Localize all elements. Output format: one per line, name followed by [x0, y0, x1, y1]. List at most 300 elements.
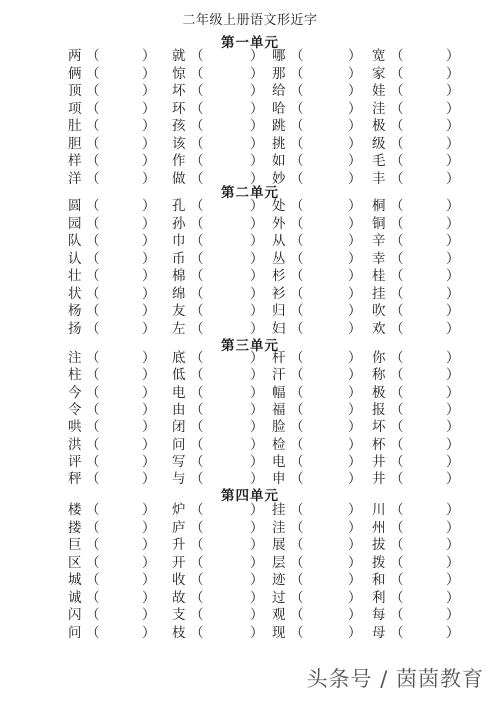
answer-blank-open: （ — [190, 607, 204, 623]
character: 枝 — [172, 624, 186, 641]
character-entry — [68, 366, 188, 384]
answer-blank-open: （ — [390, 100, 404, 117]
character: 衫 — [272, 285, 286, 302]
character-entry — [68, 117, 188, 135]
answer-blank-close: ） — [348, 215, 362, 232]
answer-blank-open: （ — [190, 401, 204, 418]
answer-blank-close: ） — [142, 83, 156, 99]
answer-blank-open: （ — [190, 170, 204, 187]
character: 辛 — [372, 233, 386, 249]
answer-blank-open: （ — [390, 170, 404, 187]
character-entry — [68, 589, 188, 607]
answer-blank-close: ） — [142, 118, 156, 134]
answer-blank-open: （ — [290, 554, 304, 571]
answer-blank-close: ） — [348, 303, 362, 319]
page-title: 二年级上册语文形近字 — [182, 13, 318, 28]
character: 跳 — [272, 118, 286, 134]
character: 那 — [272, 65, 286, 82]
answer-blank-close: ） — [142, 607, 156, 623]
answer-blank-close: ） — [142, 384, 156, 401]
answer-blank-close: ） — [250, 624, 264, 641]
character: 宽 — [372, 48, 386, 64]
answer-blank-close: ） — [142, 624, 156, 641]
character-entry — [68, 554, 188, 572]
answer-blank-close: ） — [142, 198, 156, 214]
answer-blank-open: （ — [290, 502, 304, 518]
character: 福 — [272, 401, 286, 418]
answer-blank-close: ） — [348, 285, 362, 302]
answer-blank-open: （ — [190, 436, 204, 453]
character: 评 — [68, 453, 82, 470]
character: 低 — [172, 367, 186, 384]
character-entry — [372, 436, 492, 454]
character: 由 — [172, 401, 186, 418]
character: 哈 — [272, 100, 286, 117]
answer-blank-open: （ — [290, 118, 304, 134]
answer-blank-open: （ — [190, 350, 204, 366]
answer-blank-open: （ — [190, 285, 204, 302]
answer-blank-close: ） — [142, 170, 156, 187]
answer-blank-open: （ — [290, 100, 304, 117]
character: 巾 — [172, 233, 186, 249]
character: 观 — [272, 607, 286, 623]
character: 城 — [68, 572, 82, 588]
answer-blank-close: ） — [446, 233, 460, 249]
character: 桂 — [372, 268, 386, 284]
answer-blank-open: （ — [86, 135, 100, 152]
answer-blank-open: （ — [390, 83, 404, 99]
character: 搂 — [68, 519, 82, 536]
character-entry — [68, 65, 188, 83]
character: 哄 — [68, 419, 82, 436]
answer-blank-close: ） — [348, 537, 362, 553]
answer-blank-close: ） — [348, 436, 362, 453]
character-entry — [68, 624, 188, 642]
answer-blank-close: ） — [250, 519, 264, 536]
character: 拨 — [372, 554, 386, 571]
answer-blank-open: （ — [190, 624, 204, 641]
character: 洼 — [272, 519, 286, 536]
character-entry — [68, 349, 188, 367]
answer-blank-close: ） — [446, 170, 460, 187]
answer-blank-open: （ — [390, 572, 404, 588]
answer-blank-close: ） — [446, 48, 460, 64]
character: 欢 — [372, 320, 386, 337]
answer-blank-open: （ — [390, 502, 404, 518]
answer-blank-open: （ — [190, 320, 204, 337]
answer-blank-close: ） — [446, 384, 460, 401]
answer-blank-open: （ — [86, 419, 100, 436]
character: 电 — [272, 453, 286, 470]
character-entry — [372, 606, 492, 624]
character-entry — [68, 302, 188, 320]
answer-blank-open: （ — [390, 250, 404, 267]
answer-blank-open: （ — [86, 519, 100, 536]
answer-blank-close: ） — [348, 83, 362, 99]
answer-blank-close: ） — [446, 607, 460, 623]
answer-blank-close: ） — [446, 285, 460, 302]
character-entry — [372, 349, 492, 367]
answer-blank-open: （ — [290, 367, 304, 384]
answer-blank-open: （ — [190, 303, 204, 319]
character: 娃 — [372, 83, 386, 99]
answer-blank-open: （ — [190, 65, 204, 82]
character: 妇 — [272, 320, 286, 337]
answer-blank-open: （ — [390, 607, 404, 623]
character: 棉 — [172, 268, 186, 284]
answer-blank-close: ） — [446, 198, 460, 214]
answer-blank-close: ） — [348, 170, 362, 187]
answer-blank-open: （ — [86, 471, 100, 488]
character: 层 — [272, 554, 286, 571]
answer-blank-open: （ — [390, 153, 404, 169]
answer-blank-close: ） — [250, 285, 264, 302]
character: 惊 — [172, 65, 186, 82]
character: 挂 — [272, 502, 286, 518]
answer-blank-open: （ — [290, 537, 304, 553]
character: 开 — [172, 554, 186, 571]
character-entry — [372, 250, 492, 268]
answer-blank-open: （ — [390, 537, 404, 553]
unit-title: 第三单元 — [221, 338, 279, 354]
character: 做 — [172, 170, 186, 187]
answer-blank-open: （ — [290, 285, 304, 302]
character: 诚 — [68, 589, 82, 606]
character: 挑 — [272, 135, 286, 152]
character: 给 — [272, 83, 286, 99]
answer-blank-close: ） — [142, 215, 156, 232]
answer-blank-open: （ — [290, 572, 304, 588]
character: 环 — [172, 100, 186, 117]
answer-blank-open: （ — [86, 118, 100, 134]
character: 作 — [172, 153, 186, 169]
character: 和 — [372, 572, 386, 588]
answer-blank-open: （ — [390, 367, 404, 384]
character-entry — [68, 606, 188, 624]
character-entry — [68, 267, 188, 285]
answer-blank-open: （ — [290, 453, 304, 470]
answer-blank-open: （ — [290, 65, 304, 82]
character: 杯 — [372, 436, 386, 453]
character: 柱 — [68, 367, 82, 384]
answer-blank-close: ） — [142, 401, 156, 418]
character-entry — [372, 401, 492, 419]
answer-blank-close: ） — [348, 589, 362, 606]
answer-blank-close: ） — [446, 320, 460, 337]
character: 脸 — [272, 419, 286, 436]
character: 你 — [372, 350, 386, 366]
answer-blank-close: ） — [142, 48, 156, 64]
character: 问 — [68, 624, 82, 641]
character-entry — [372, 501, 492, 519]
answer-blank-open: （ — [290, 624, 304, 641]
answer-blank-close: ） — [142, 303, 156, 319]
answer-blank-open: （ — [290, 419, 304, 436]
character: 展 — [272, 537, 286, 553]
answer-blank-close: ） — [142, 589, 156, 606]
answer-blank-close: ） — [250, 401, 264, 418]
unit-title: 第四单元 — [221, 488, 279, 504]
answer-blank-close: ） — [446, 350, 460, 366]
answer-blank-close: ） — [142, 554, 156, 571]
answer-blank-open: （ — [190, 453, 204, 470]
answer-blank-close: ） — [348, 502, 362, 518]
answer-blank-open: （ — [390, 118, 404, 134]
character-entry — [372, 366, 492, 384]
character: 每 — [372, 607, 386, 623]
answer-blank-open: （ — [290, 198, 304, 214]
answer-blank-open: （ — [190, 572, 204, 588]
answer-blank-close: ） — [142, 153, 156, 169]
character: 称 — [372, 367, 386, 384]
character-entry — [372, 571, 492, 589]
answer-blank-close: ） — [446, 401, 460, 418]
answer-blank-open: （ — [290, 303, 304, 319]
answer-blank-close: ） — [446, 367, 460, 384]
character-entry — [372, 624, 492, 642]
answer-blank-close: ） — [446, 624, 460, 641]
character: 桐 — [372, 198, 386, 214]
character: 洼 — [372, 100, 386, 117]
character: 支 — [172, 607, 186, 623]
character: 故 — [172, 589, 186, 606]
answer-blank-open: （ — [190, 268, 204, 284]
character-entry — [372, 418, 492, 436]
character: 问 — [172, 436, 186, 453]
answer-blank-close: ） — [446, 268, 460, 284]
character: 写 — [172, 453, 186, 470]
character-entry — [68, 401, 188, 419]
answer-blank-close: ） — [348, 233, 362, 249]
answer-blank-open: （ — [190, 554, 204, 571]
answer-blank-open: （ — [190, 135, 204, 152]
answer-blank-close: ） — [250, 303, 264, 319]
answer-blank-open: （ — [190, 250, 204, 267]
answer-blank-open: （ — [190, 48, 204, 64]
answer-blank-close: ） — [446, 118, 460, 134]
character: 币 — [172, 250, 186, 267]
answer-blank-close: ） — [250, 502, 264, 518]
answer-blank-close: ） — [142, 436, 156, 453]
answer-blank-open: （ — [290, 320, 304, 337]
character: 归 — [272, 303, 286, 319]
character: 利 — [372, 589, 386, 606]
unit-title: 第一单元 — [221, 35, 279, 51]
answer-blank-close: ） — [446, 83, 460, 99]
answer-blank-open: （ — [86, 83, 100, 99]
answer-blank-open: （ — [190, 367, 204, 384]
answer-blank-close: ） — [250, 118, 264, 134]
character-entry — [372, 302, 492, 320]
answer-blank-open: （ — [290, 436, 304, 453]
answer-blank-open: （ — [190, 233, 204, 249]
answer-blank-open: （ — [86, 268, 100, 284]
character: 壮 — [68, 268, 82, 284]
answer-blank-close: ） — [250, 65, 264, 82]
character: 杉 — [272, 268, 286, 284]
character: 铜 — [372, 215, 386, 232]
answer-blank-open: （ — [290, 250, 304, 267]
character: 妙 — [272, 170, 286, 187]
answer-blank-open: （ — [290, 607, 304, 623]
answer-blank-close: ） — [446, 153, 460, 169]
answer-blank-close: ） — [446, 100, 460, 117]
answer-blank-close: ） — [348, 624, 362, 641]
answer-blank-close: ） — [142, 537, 156, 553]
answer-blank-close: ） — [348, 100, 362, 117]
character-entry — [372, 135, 492, 153]
answer-blank-close: ） — [250, 419, 264, 436]
character-entry — [372, 82, 492, 100]
character: 迹 — [272, 572, 286, 588]
character: 现 — [272, 624, 286, 641]
character: 检 — [272, 436, 286, 453]
answer-blank-open: （ — [86, 48, 100, 64]
character: 区 — [68, 554, 82, 571]
character: 状 — [68, 285, 82, 302]
answer-blank-close: ） — [142, 135, 156, 152]
answer-blank-close: ） — [250, 320, 264, 337]
character: 绵 — [172, 285, 186, 302]
character: 坏 — [172, 83, 186, 99]
character: 州 — [372, 519, 386, 536]
character: 楼 — [68, 502, 82, 518]
character: 收 — [172, 572, 186, 588]
answer-blank-open: （ — [86, 589, 100, 606]
answer-blank-close: ） — [348, 250, 362, 267]
answer-blank-close: ） — [250, 100, 264, 117]
answer-blank-close: ） — [250, 537, 264, 553]
answer-blank-close: ） — [142, 320, 156, 337]
answer-blank-open: （ — [86, 607, 100, 623]
character: 如 — [272, 153, 286, 169]
answer-blank-open: （ — [390, 198, 404, 214]
answer-blank-open: （ — [190, 537, 204, 553]
character-entry — [372, 536, 492, 554]
answer-blank-close: ） — [446, 303, 460, 319]
character: 秤 — [68, 471, 82, 488]
watermark: 头条号 / 茵茵教育 — [306, 667, 484, 691]
character: 级 — [372, 135, 386, 152]
character-entry — [68, 285, 188, 303]
answer-blank-close: ） — [446, 250, 460, 267]
character: 孙 — [172, 215, 186, 232]
answer-blank-close: ） — [142, 350, 156, 366]
answer-blank-open: （ — [390, 303, 404, 319]
answer-blank-open: （ — [190, 118, 204, 134]
answer-blank-open: （ — [86, 624, 100, 641]
character: 扬 — [68, 320, 82, 337]
character-entry — [68, 436, 188, 454]
answer-blank-close: ） — [142, 519, 156, 536]
character: 闭 — [172, 419, 186, 436]
answer-blank-close: ） — [250, 607, 264, 623]
answer-blank-open: （ — [390, 350, 404, 366]
answer-blank-close: ） — [250, 233, 264, 249]
character-entry — [372, 384, 492, 402]
answer-blank-close: ） — [250, 471, 264, 488]
answer-blank-close: ） — [348, 419, 362, 436]
character-entry — [372, 65, 492, 83]
answer-blank-open: （ — [190, 384, 204, 401]
answer-blank-close: ） — [348, 350, 362, 366]
answer-blank-close: ） — [348, 607, 362, 623]
character-entry — [372, 554, 492, 572]
character: 就 — [172, 48, 186, 64]
character: 巨 — [68, 537, 82, 553]
answer-blank-open: （ — [390, 624, 404, 641]
character-entry — [68, 215, 188, 233]
character-entry — [372, 100, 492, 118]
character: 坏 — [372, 419, 386, 436]
character-entry — [68, 384, 188, 402]
character: 孔 — [172, 198, 186, 214]
answer-blank-close: ） — [348, 198, 362, 214]
answer-blank-open: （ — [290, 384, 304, 401]
answer-blank-close: ） — [348, 453, 362, 470]
character: 左 — [172, 320, 186, 337]
answer-blank-close: ） — [446, 215, 460, 232]
answer-blank-open: （ — [290, 233, 304, 249]
character: 园 — [68, 215, 82, 232]
answer-blank-open: （ — [390, 320, 404, 337]
answer-blank-close: ） — [250, 135, 264, 152]
character-entry — [68, 519, 188, 537]
answer-blank-open: （ — [290, 153, 304, 169]
answer-blank-open: （ — [390, 554, 404, 571]
character: 过 — [272, 589, 286, 606]
character: 注 — [68, 350, 82, 366]
answer-blank-open: （ — [190, 100, 204, 117]
character: 孩 — [172, 118, 186, 134]
character: 幸 — [372, 250, 386, 267]
character-entry — [68, 250, 188, 268]
character: 拔 — [372, 537, 386, 553]
answer-blank-close: ） — [142, 100, 156, 117]
answer-blank-open: （ — [190, 153, 204, 169]
answer-blank-close: ） — [250, 215, 264, 232]
answer-blank-open: （ — [290, 268, 304, 284]
character-entry — [68, 100, 188, 118]
answer-blank-close: ） — [250, 589, 264, 606]
answer-blank-open: （ — [290, 350, 304, 366]
answer-blank-open: （ — [390, 471, 404, 488]
answer-blank-close: ） — [250, 268, 264, 284]
answer-blank-open: （ — [290, 135, 304, 152]
answer-blank-close: ） — [250, 350, 264, 366]
answer-blank-close: ） — [142, 250, 156, 267]
answer-blank-open: （ — [390, 215, 404, 232]
answer-blank-close: ） — [142, 233, 156, 249]
answer-blank-close: ） — [348, 320, 362, 337]
answer-blank-open: （ — [86, 250, 100, 267]
answer-blank-open: （ — [86, 198, 100, 214]
character-entry — [372, 152, 492, 170]
answer-blank-open: （ — [390, 401, 404, 418]
answer-blank-close: ） — [250, 384, 264, 401]
character: 闪 — [68, 607, 82, 623]
answer-blank-open: （ — [86, 537, 100, 553]
answer-blank-close: ） — [446, 554, 460, 571]
character-entry — [68, 232, 188, 250]
answer-blank-open: （ — [190, 502, 204, 518]
character: 顶 — [68, 83, 82, 99]
character-entry — [68, 501, 188, 519]
answer-blank-close: ） — [250, 250, 264, 267]
character: 申 — [272, 471, 286, 488]
character-entry — [68, 152, 188, 170]
answer-blank-open: （ — [190, 519, 204, 536]
